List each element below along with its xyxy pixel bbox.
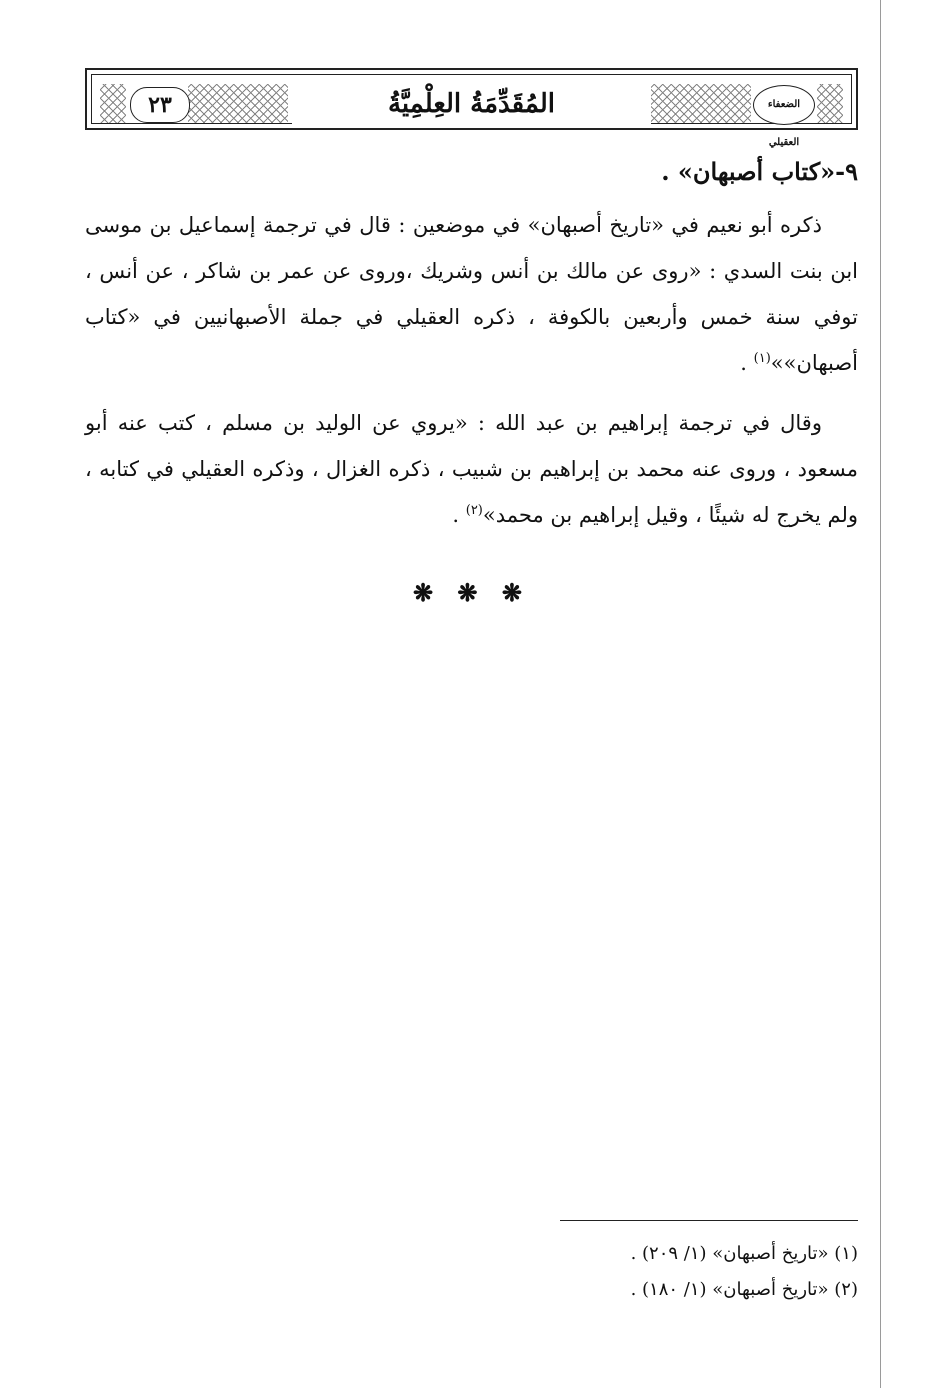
- header-ornament: [188, 84, 288, 124]
- header-ornament: [651, 84, 751, 124]
- running-title: المُقَدِّمَةُ العِلْمِيَّةُ: [292, 83, 651, 125]
- footnote-ref[interactable]: (٢): [465, 503, 483, 518]
- header-ornament: [100, 84, 126, 124]
- paragraph-text: وقال في ترجمة إبراهيم بن عبد الله : «يروي عن الوليد بن مسلم ، كتب عنه أبو مسعود ، وروى عنه محمد بن إبراهيم بن شبيب ، ذكره الغزال ، وذكره العقيلي في كتابه ، ولم يخرج له شيئًا ، وقيل إبراهيم بن محمد»: [85, 411, 858, 527]
- page-number: ٢٣: [130, 87, 190, 123]
- footnote-rule: [560, 1220, 858, 1221]
- paragraph-text: ذكره أبو نعيم في «تاريخ أصبهان» في موضعين : قال في ترجمة إسماعيل بن موسى ابن بنت السدي : «روى عن مالك بن أنس وشريك ،وروى عن عمر بن شاكر ، عن أنس ، توفي سنة خمس وأربعين بالكوفة ، ذكره العقيلي في جملة الأصبهانيين في «كتاب أصبهان»»: [85, 213, 858, 375]
- footnote: (٢) «تاريخ أصبهان» (١/ ١٨٠) .: [630, 1279, 858, 1300]
- paragraph: [85, 400, 858, 538]
- paragraph: [85, 202, 858, 386]
- header-ornament: [817, 84, 843, 124]
- paragraph-tail: .: [452, 503, 466, 527]
- footnote-ref[interactable]: (١): [753, 351, 771, 366]
- page-edge-line: [880, 0, 881, 1388]
- page-header: [85, 68, 858, 148]
- page-body: [85, 150, 858, 552]
- footnotes: [500, 1236, 858, 1308]
- header-frame: [91, 74, 852, 148]
- section-heading: ٩-«كتاب أصبهان» .: [661, 157, 858, 186]
- footnote: (١) «تاريخ أصبهان» (١/ ٢٠٩) .: [630, 1243, 858, 1264]
- section-separator: ❋ ❋ ❋: [412, 578, 531, 607]
- paragraph-tail: .: [740, 351, 754, 375]
- book-seal-logo: الضعفاء العقيلي: [753, 85, 815, 125]
